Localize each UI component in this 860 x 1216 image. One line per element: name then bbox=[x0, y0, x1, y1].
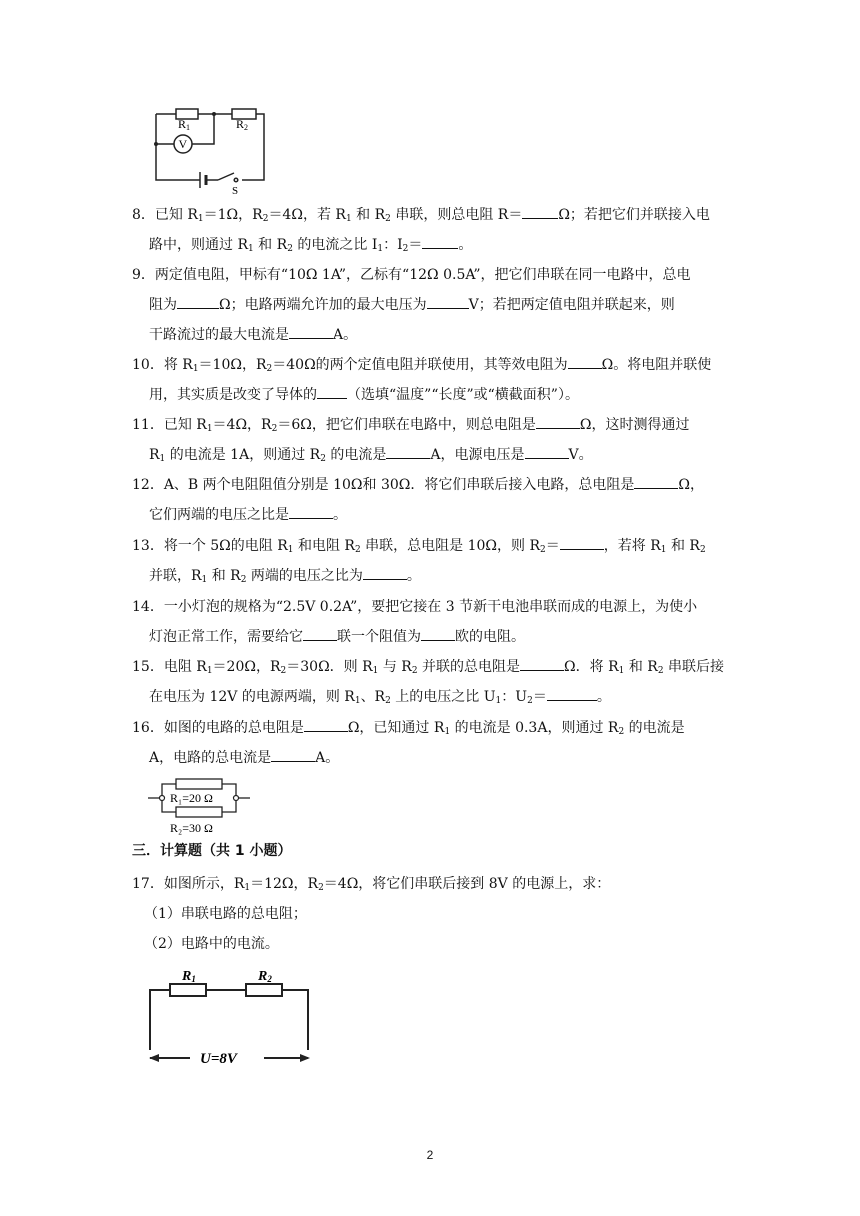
answer-blank[interactable] bbox=[421, 626, 455, 641]
question-16: 16．如图的电路的总电阻是 Ω，已知通过 $R_1$ 的电流是 0.3A，则通过 $R_2$ 的电流是 A，电路的总电流是 A。 bbox=[132, 713, 732, 773]
question-14: 14．一小灯泡的规格为“2.5V 0.2A”，要把它接在 3 节新干电池串联而成的电源上，为使小 灯泡正常工作，需要给它 联一个阻值为 欧的电阻。 bbox=[132, 599, 698, 645]
answer-blank[interactable] bbox=[520, 656, 564, 671]
switch-label: S bbox=[232, 185, 239, 196]
answer-blank[interactable] bbox=[289, 504, 333, 519]
question-12: 12．A、B 两个电阻阻值分别是 10Ω和 30Ω．将它们串联后接入电路，总电阻是 Ω， 它们两端的电压之比是 。 bbox=[132, 470, 732, 530]
r2-label: R2 bbox=[236, 117, 249, 132]
series-circuit-diagram bbox=[146, 962, 322, 1066]
r1-value-label: R₁=20 Ω bbox=[170, 791, 213, 805]
answer-blank[interactable] bbox=[560, 535, 604, 550]
question-17: 17．如图所示，$R_1=12\Omega$，$R_2=4\Omega$，将它们串联后接到 8V 的电源上，求： （1）串联电路的总电阻； （2）电路中的电流。 bbox=[132, 876, 611, 952]
answer-blank[interactable] bbox=[522, 204, 558, 219]
answer-blank[interactable] bbox=[304, 717, 348, 732]
answer-blank[interactable] bbox=[525, 444, 569, 459]
circuit-diagram-voltmeter bbox=[148, 100, 272, 196]
question-15: 15．电阻 $R_1=20\Omega$，$R_2=30\Omega$．则 $R_1$ 与 $R_2$ 并联的总电阻是 Ω．将 $R_1$ 和 $R_2$ 串联后接 在电压为 12V 的电源两端，则 $R_1$、$R_2$ 上的电压之比 $U_1$：$U_2=$ 。 bbox=[132, 652, 732, 712]
question-9: 9．两定值电阻，甲标有“10Ω 1A”，乙标有“12Ω 0.5A”，把它们串联在同一电路中，总电 阻为 Ω；电路两端允许加的最大电压为 V；若把两定值电阻并联起来，则 干路流过的最大电流是 A。 bbox=[132, 267, 691, 343]
r2-value-label: R₂=30 Ω bbox=[170, 821, 213, 835]
answer-blank[interactable] bbox=[568, 354, 602, 369]
answer-blank[interactable] bbox=[177, 294, 219, 309]
voltmeter-label: V bbox=[178, 137, 188, 151]
answer-blank[interactable] bbox=[547, 686, 597, 701]
answer-blank[interactable] bbox=[386, 444, 430, 459]
answer-blank[interactable] bbox=[427, 294, 469, 309]
parallel-circuit-diagram bbox=[148, 776, 252, 838]
answer-blank[interactable] bbox=[289, 324, 333, 339]
answer-blank[interactable] bbox=[303, 626, 337, 641]
answer-blank[interactable] bbox=[422, 234, 458, 249]
question-13: 13．将一个 5Ω的电阻 $R_1$ 和电阻 $R_2$ 串联，总电阻是 10Ω，则 $R_2=$ ，若将 $R_1$ 和 $R_2$ 并联，$R_1$ 和 $R_2$ 两端的电压之比为 。 bbox=[132, 531, 732, 591]
question-8: 8．已知 $R_1=1\Omega$，$R_2=4\Omega$，若 $R_1$ 和 $R_2$ 串联，则总电阻 R＝ Ω；若把它们并联接入电 路中，则通过 $R_1$ 和 $R_2$ 的电流之比 $I_1$：$I_2=$ 。 bbox=[132, 200, 732, 260]
answer-blank[interactable] bbox=[317, 384, 347, 399]
answer-blank[interactable] bbox=[536, 414, 580, 429]
question-11: 11．已知 $R_1=4\Omega$，$R_2=6\Omega$，把它们串联在电路中，则总电阻是 Ω，这时测得通过 $R_1$ 的电流是 1A，则通过 $R_2$ 的电流是 A，电源电压是 V。 bbox=[132, 410, 732, 470]
answer-blank[interactable] bbox=[634, 474, 678, 489]
r1-label: R1 bbox=[178, 117, 191, 132]
page-number: 2 bbox=[426, 1148, 434, 1162]
question-10: 10．将 $R_1=10\Omega$，$R_2=40\Omega$的两个定值电阻并联使用，其等效电阻为 Ω。将电阻并联使 用，其实质是改变了导体的 （选填“温度”“长度”或“横截面积”）。 bbox=[132, 350, 732, 410]
voltage-label: U=8V bbox=[200, 1051, 237, 1066]
r2-label-series: R2 bbox=[258, 969, 272, 984]
answer-blank[interactable] bbox=[271, 747, 315, 762]
answer-blank[interactable] bbox=[363, 565, 407, 580]
r1-label-series: R1 bbox=[182, 969, 196, 984]
section-heading-calculation: 三．计算题（共 1 小题） bbox=[132, 843, 292, 859]
